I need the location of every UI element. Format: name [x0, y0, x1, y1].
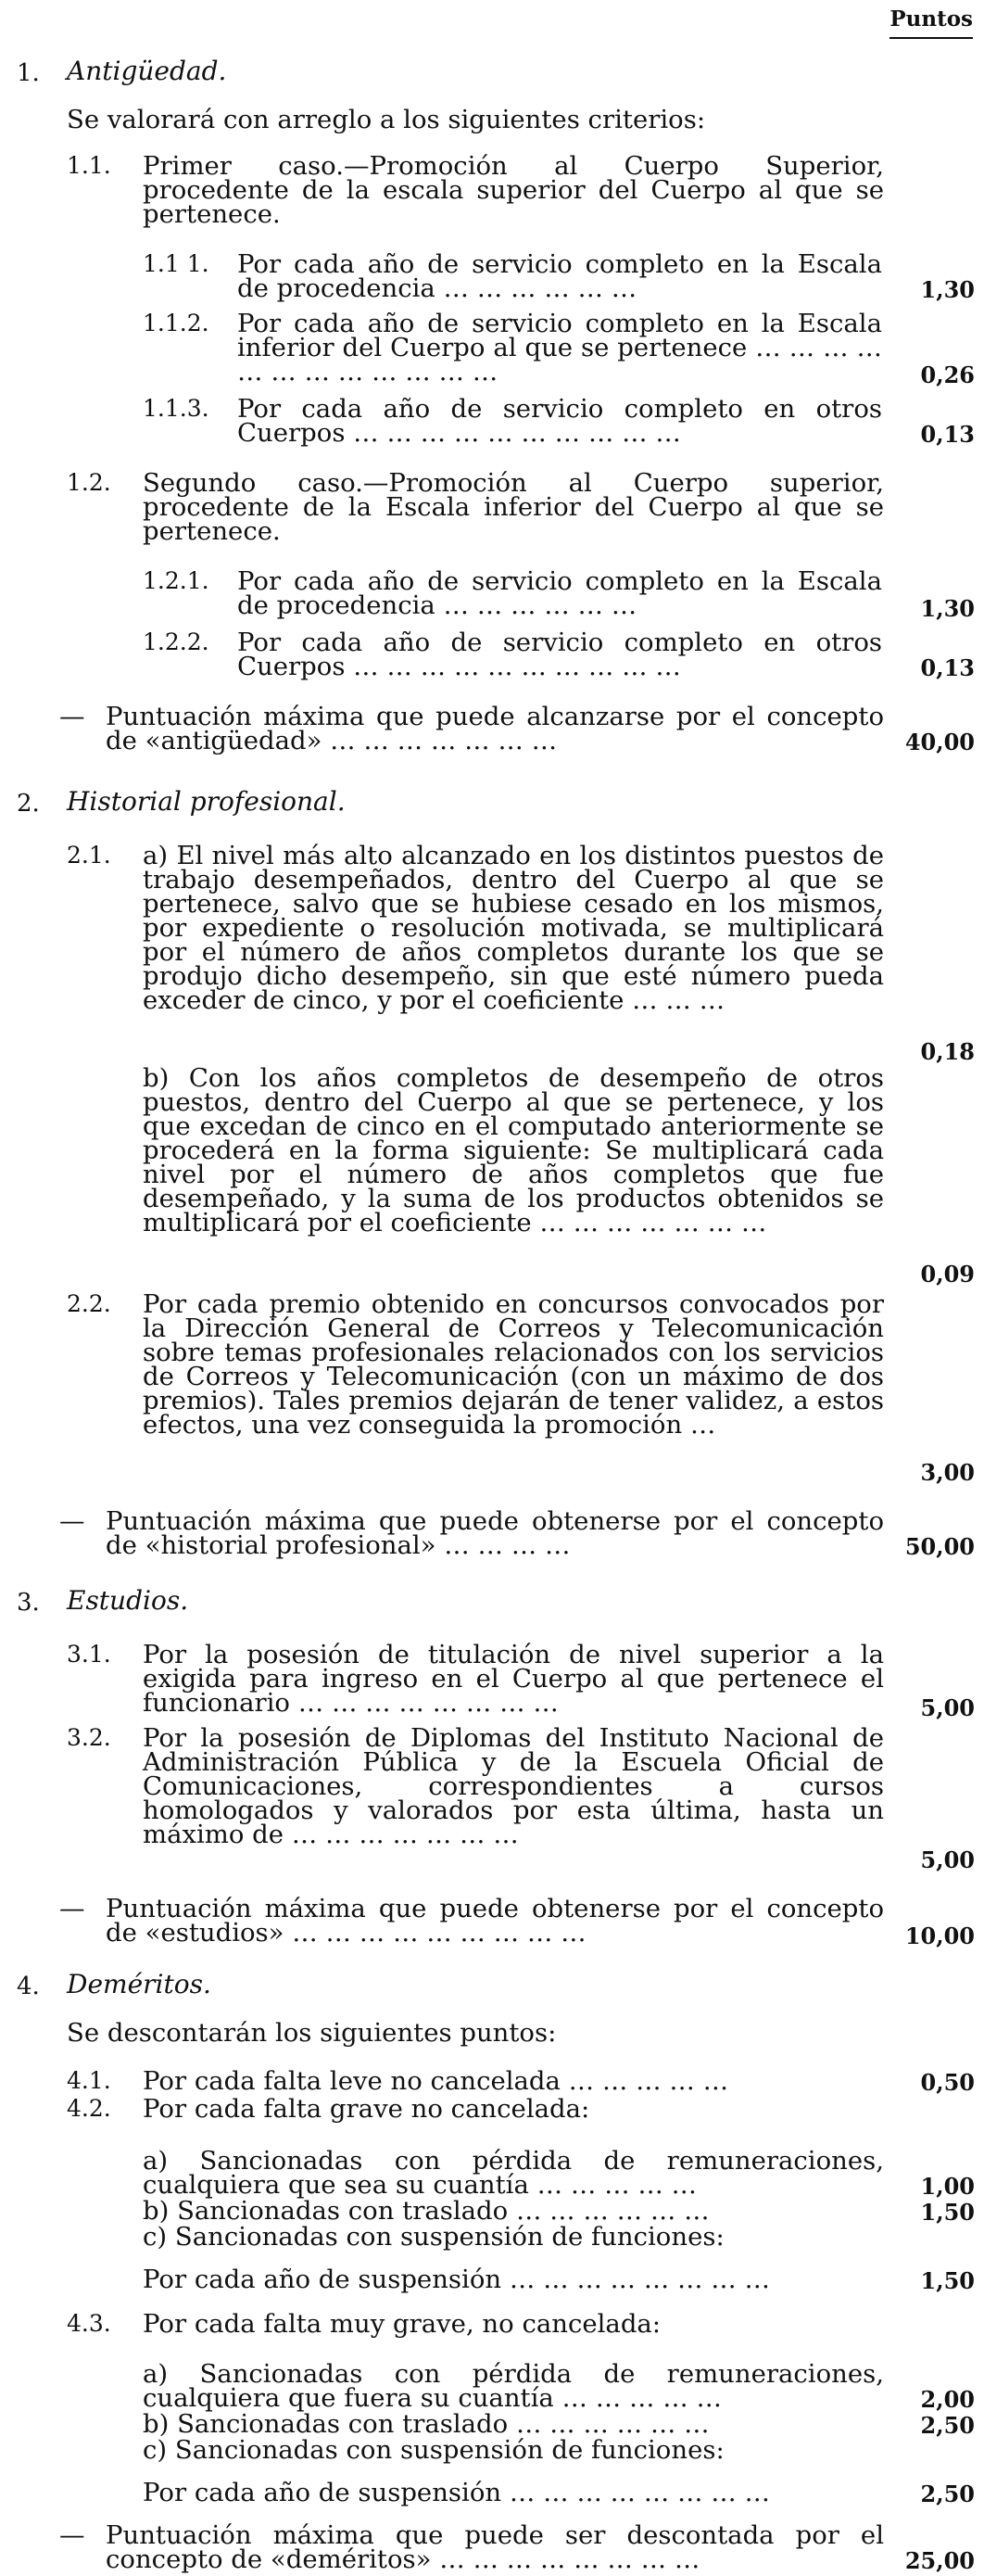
- subitem-text: a) Sancionadas con pérdida de remuneraciones, cualquiera que sea su cuantía … … … … …: [143, 2146, 884, 2200]
- item-points: 1,30: [920, 276, 975, 303]
- item-text: Por cada año de servicio completo en otros Cuerpos … … … … … … … … … …: [237, 394, 882, 448]
- subitem-points: 2,00: [920, 2386, 975, 2413]
- max-dash: —: [59, 1506, 85, 1536]
- item-points: 5,00: [920, 1846, 975, 1873]
- item-number: 1.2.2.: [143, 628, 209, 655]
- case-text: Primer caso.—Promoción al Cuerpo Superior, procedente de la escala superior del Cuerpo al que se pertenece.: [143, 151, 884, 229]
- item-points: 0,13: [920, 654, 975, 681]
- max-points: 10,00: [904, 1922, 975, 1949]
- item-number: 1.1 1.: [143, 250, 209, 277]
- per-year-points: 1,50: [920, 2267, 975, 2294]
- max-points: 25,00: [904, 2547, 975, 2574]
- item-points: 5,00: [920, 1694, 975, 1721]
- section-number: 3.: [17, 1589, 40, 1617]
- item-points: 3,00: [920, 1459, 975, 1486]
- subitem-text: b) Sancionadas con traslado … … … … … …: [143, 2196, 710, 2226]
- item-number: 1.1.3.: [143, 395, 209, 422]
- item-text-a: a) El nivel más alto alcanzado en los distintos puestos de trabajo desempeñados, dentro del Cuerpo al que se pertenece, salvo que se hubiese cesado en los mismos, por expediente o resolución motivada, se multiplicará por el número de años completos durante los que se produjo dicho desempeño, sin que esté número pueda exceder de cinco, y por el coeficiente … … …: [143, 841, 884, 1015]
- item-number: 2.2.: [67, 1290, 111, 1317]
- item-text: Por cada año de servicio completo en la Escala de procedencia … … … … … …: [237, 249, 882, 303]
- section-title: Deméritos.: [67, 1969, 211, 1999]
- subitem-points: 1,00: [920, 2173, 975, 2200]
- subitem-text: c) Sancionadas con suspensión de funciones:: [143, 2435, 725, 2465]
- max-text: Puntuación máxima que puede ser descontada por el concepto de «deméritos» … … … … … … … …: [106, 2520, 884, 2574]
- points-label: Puntos: [889, 6, 973, 32]
- subitem-text: b) Sancionadas con traslado … … … … … …: [143, 2409, 710, 2439]
- max-text: Puntuación máxima que puede alcanzarse por el concepto de «antigüedad» … … … … … … …: [106, 702, 884, 755]
- case-text: Segundo caso.—Promoción al Cuerpo superior, procedente de la Escala inferior del Cuerpo al que se pertenece.: [143, 468, 884, 546]
- item-number: 4.1.: [67, 2067, 111, 2094]
- max-dash: —: [59, 1894, 85, 1923]
- item-number: 4.3.: [67, 2310, 111, 2337]
- item-points: 1,30: [920, 595, 975, 622]
- section-title: Antigüedad.: [67, 56, 227, 86]
- item-text: Por cada falta leve no cancelada … … … … …: [143, 2066, 729, 2096]
- item-number: 3.2.: [67, 1724, 111, 1751]
- max-text: Puntuación máxima que puede obtenerse por el concepto de «estudios» … … … … … … … … …: [106, 1894, 884, 1948]
- section-number: 4.: [17, 1973, 40, 2000]
- max-text: Puntuación máxima que puede obtenerse por el concepto de «historial profesional» … … … …: [106, 1506, 884, 1560]
- per-year-text: Por cada año de suspensión … … … … … … … …: [143, 2478, 771, 2507]
- subitem-points: 2,50: [920, 2412, 975, 2439]
- item-text: Por cada año de servicio completo en la Escala de procedencia … … … … … …: [237, 566, 882, 620]
- max-dash: —: [59, 2520, 85, 2550]
- header-rule: [889, 37, 973, 39]
- item-points: 0,26: [920, 362, 975, 388]
- item-text: Por cada premio obtenido en concursos convocados por la Dirección General de Correos y Telecomunicación sobre temas profesionales relacionados con los servicios de Correos y Telecomunicación (con un máximo de dos premios). Tales premios dejarán de tener validez, a estos efectos, una vez conseguida la promoción …: [143, 1289, 884, 1440]
- item-number: 2.1.: [67, 842, 111, 869]
- max-points: 40,00: [904, 729, 975, 755]
- section-title: Historial profesional.: [67, 786, 346, 817]
- item-number: 1.2.1.: [143, 567, 209, 594]
- item-text-b: b) Con los años completos de desempeño de otros puestos, dentro del Cuerpo al que se pertenece, y los que excedan de cinco en el computado anteriormente se procederá en la forma siguiente: Se multiplicará cada nivel por el número de años completos que fue desempeñado, y la suma de los productos obtenidos se multiplicará por el coeficiente … … … … … … …: [143, 1063, 884, 1237]
- case-number: 1.2.: [67, 469, 111, 496]
- section-number: 1.: [17, 59, 40, 87]
- case-number: 1.1.: [67, 152, 111, 179]
- subitem-text: c) Sancionadas con suspensión de funciones:: [143, 2222, 725, 2252]
- item-points: 0,50: [920, 2069, 975, 2096]
- section-title: Estudios.: [67, 1585, 189, 1616]
- per-year-points: 2,50: [920, 2481, 975, 2507]
- points-column-header: [889, 6, 973, 39]
- item-text: Por cada año de servicio completo en otros Cuerpos … … … … … … … … … …: [237, 628, 882, 681]
- item-number: 1.1.2.: [143, 310, 209, 336]
- item-text: Por cada falta grave no cancelada:: [143, 2094, 590, 2124]
- item-points: 0,13: [920, 421, 975, 448]
- item-number: 3.1.: [67, 1641, 111, 1668]
- max-dash: —: [59, 702, 85, 731]
- item-text: Por cada año de servicio completo en la Escala inferior del Cuerpo al que se pertenece … … … … … … … … … … … …: [237, 309, 882, 387]
- section-number: 2.: [17, 790, 40, 818]
- section-intro: Se descontarán los siguientes puntos:: [67, 2018, 557, 2048]
- section-intro: Se valorará con arreglo a los siguientes criterios:: [67, 105, 706, 134]
- max-points: 50,00: [904, 1533, 975, 1560]
- subitem-text: a) Sancionadas con pérdida de remuneraciones, cualquiera que fuera su cuantía … … … … …: [143, 2359, 884, 2413]
- per-year-text: Por cada año de suspensión … … … … … … … …: [143, 2265, 771, 2294]
- item-points-b: 0,09: [920, 1261, 975, 1288]
- item-text: Por la posesión de Diplomas del Instituto Nacional de Administración Pública y de la Escuela Oficial de Comunicaciones, correspondientes a cursos homologados y valorados por esta última, hasta un máximo de … … … … … … …: [143, 1723, 884, 1849]
- item-number: 4.2.: [67, 2095, 111, 2122]
- subitem-points: 1,50: [920, 2199, 975, 2226]
- item-points-a: 0,18: [920, 1038, 975, 1065]
- item-text: Por la posesión de titulación de nivel superior a la exigida para ingreso en el Cuerpo al que pertenece el funcionario … … … … … … … …: [143, 1640, 884, 1718]
- item-text: Por cada falta muy grave, no cancelada:: [143, 2309, 662, 2339]
